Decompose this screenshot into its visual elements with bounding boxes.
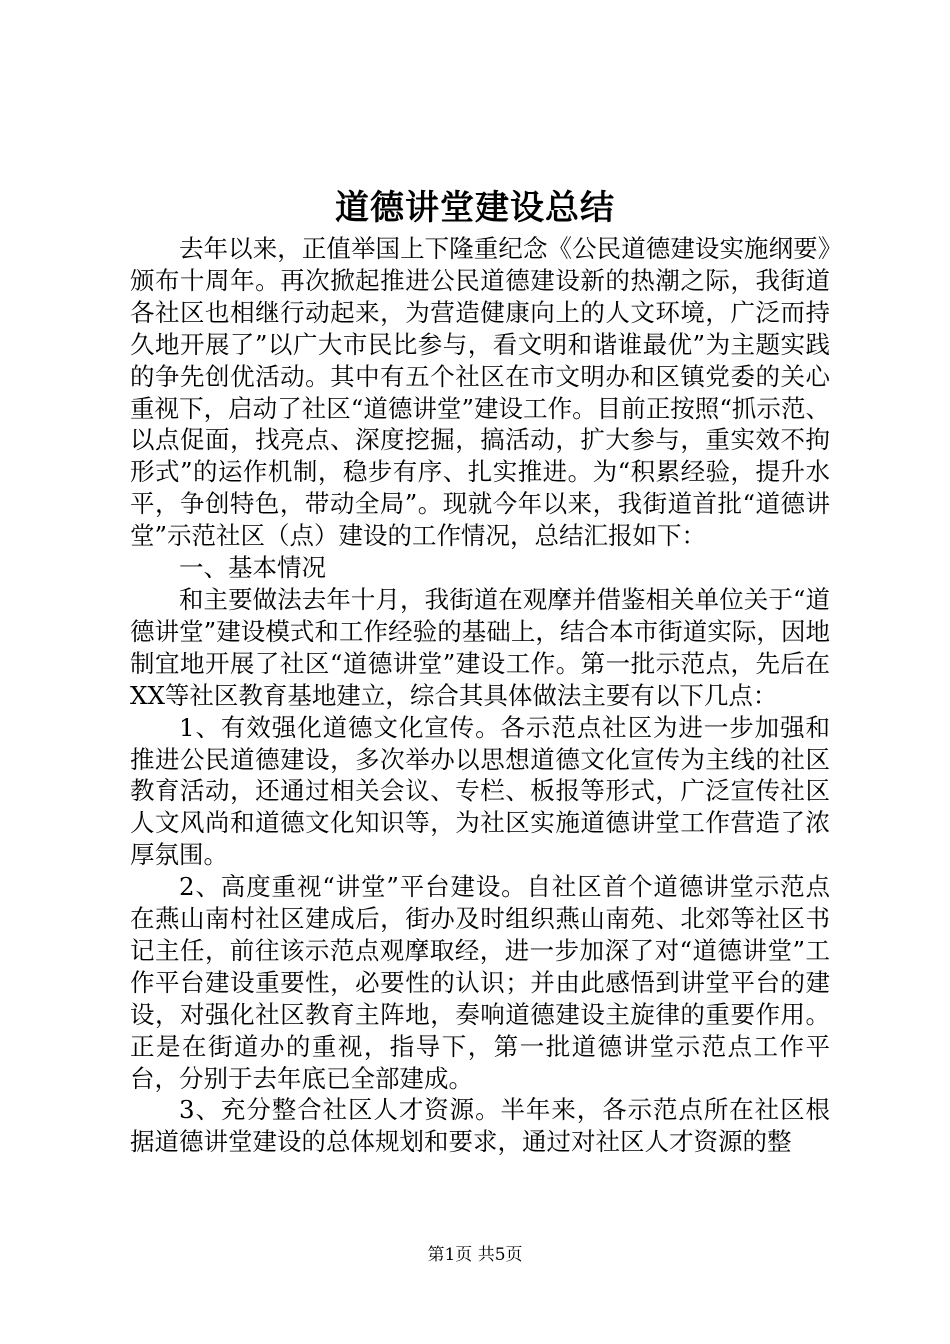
- document-body: [130, 233, 830, 1158]
- paragraph-intro: 去年以来，正值举国上下隆重纪念《公民道德建设实施纲要》颁布十周年。再次掀起推进公民道德建设新的热潮之际，我街道各社区也相继行动起来，为营造健康向上的人文环境，广泛而持久地开展了”以广大市民比参与，看文明和谐谁最优”为主题实践的争先创优活动。其中有五个社区在市文明办和区镇党委的关心重视下，启动了社区“道德讲堂”建设工作。目前正按照“抓示范、以点促面，找亮点、深度挖掘，搞活动，扩大参与，重实效不拘形式”的运作机制，稳步有序、扎实推进。为“积累经验，提升水平，争创特色，带动全局”。现就今年以来，我街道首批“道德讲堂”示范社区（点）建设的工作情况，总结汇报如下：: [130, 234, 830, 551]
- document-title: 道德讲堂建设总结: [335, 188, 615, 228]
- paragraph-main-practices: 和主要做法去年十月，我街道在观摩并借鉴相关单位关于“道德讲堂”建设模式和工作经验的基础上，结合本市街道实际，因地制宜地开展了社区“道德讲堂”建设工作。第一批示范点，先后在XX等社区教育基地建立，综合其具体做法主要有以下几点：: [130, 584, 830, 710]
- paragraph-point-2: 2、高度重视“讲堂”平台建设。自社区首个道德讲堂示范点在燕山南村社区建成后，街办及时组织燕山南苑、北郊等社区书记主任，前往该示范点观摩取经，进一步加深了对“道德讲堂”工作平台建设重要性，必要性的认识；并由此感悟到讲堂平台的建设，对强化社区教育主阵地，奏响道德建设主旋律的重要作用。正是在街道办的重视，指导下，第一批道德讲堂示范点工作平台，分别于去年底已全部建成。: [130, 872, 830, 1093]
- section-heading-basic-situation: 一、基本情况: [179, 553, 326, 583]
- paragraph-point-3: 3、充分整合社区人才资源。半年来，各示范点所在社区根据道德讲堂建设的总体规划和要求，通过对社区人才资源的整: [130, 1095, 830, 1157]
- paragraph-point-1: 1、有效强化道德文化宣传。各示范点社区为进一步加强和推进公民道德建设，多次举办以思想道德文化宣传为主线的社区教育活动，还通过相关会议、专栏、板报等形式，广泛宣传社区人文风尚和道德文化知识等，为社区实施道德讲堂工作营造了浓厚氛围。: [130, 712, 830, 870]
- page-number-footer: 第1页 共5页: [427, 1245, 523, 1265]
